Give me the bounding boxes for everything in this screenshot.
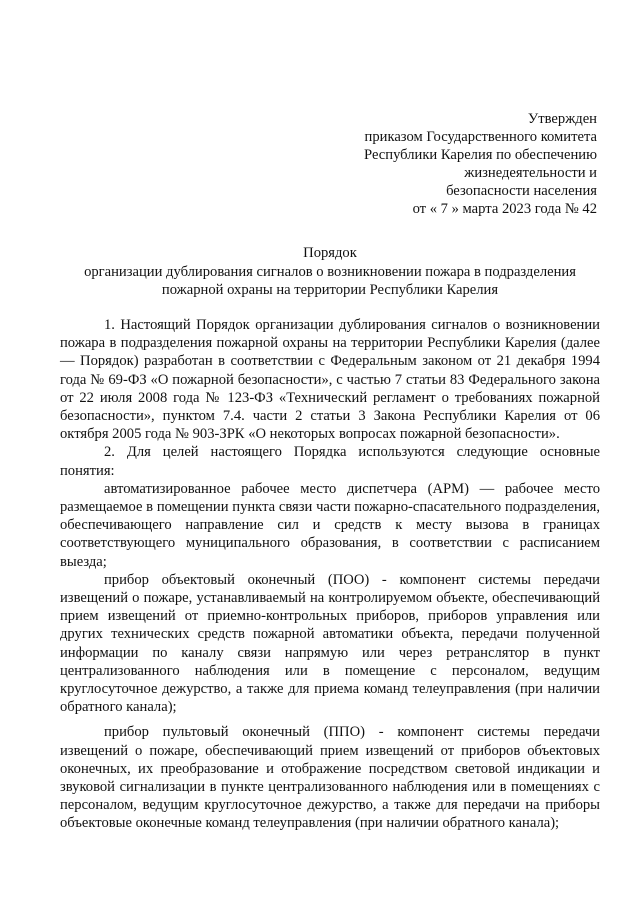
- approval-line: жизнедеятельности и: [464, 165, 597, 181]
- paragraph: 2. Для целей настоящего Порядка используются следующие основные понятия:: [60, 444, 600, 479]
- title-line: пожарной охраны на территории Республики Карелия: [161, 282, 499, 298]
- title-line: Порядок: [303, 245, 357, 261]
- approval-date-line: от « 7 » марта 2023 года № 42: [412, 201, 597, 217]
- approval-line: Республики Карелия по обеспечению: [364, 147, 597, 163]
- paragraph: прибор пультовый оконечный (ППО) - компонент системы передачи извещений о пожаре, обеспечивающий прием извещений от приборов объектовых оконечных, их преобразование и отображение посредством световой индикации и звуковой сигнализации в пункте централизованного наблюдения или в помещениях с персоналом, ведущим круглосуточное дежурство, а также для передачи на приборы объектовые оконечные команд телеуправления (при наличии обратного канала);: [60, 724, 600, 832]
- document-title: [60, 244, 600, 300]
- document-body: [60, 316, 600, 833]
- approval-line: Утвержден: [527, 111, 597, 127]
- approval-stamp: [364, 110, 597, 218]
- approval-line: безопасности населения: [446, 183, 597, 199]
- paragraph: 1. Настоящий Порядок организации дублирования сигналов о возникновении пожара в подразделения пожарной охраны на территории Республики Карелия (далее — Порядок) разработан в соответствии с Федеральным законом от 21 декабря 1994 года № 69-ФЗ «О пожарной безопасности», с частью 7 статьи 83 Федерального закона от 22 июля 2008 года № 123-ФЗ «Технический регламент о требованиях пожарной безопасности», пунктом 7.4. части 2 статьи 3 Закона Республики Карелия от 06 октября 2005 года № 903-ЗРК «О некоторых вопросах пожарной безопасности».: [60, 317, 600, 443]
- approval-line: приказом Государственного комитета: [364, 129, 597, 145]
- paragraph: автоматизированное рабочее место диспетчера (АРМ) — рабочее место размещаемое в помещении пункта связи части пожарно-спасательного подразделения, обеспечивающего направление сил и средств к месту вызова в границах соответствующего муниципального образования, в соответствии с расписанием выезда;: [60, 480, 600, 570]
- title-line: организации дублирования сигналов о возникновении пожара в подразделения: [84, 263, 576, 280]
- paragraph: прибор объектовый оконечный (ПОО) - компонент системы передачи извещений о пожаре, устанавливаемый на контролируемом объекте, обеспечивающий прием извещений от приемно-контрольных приборов, приборов управления или других технических средств пожарной автоматики объекта, передачи полученной информации по каналу связи напрямую или через ретранслятор в пункт централизованного наблюдения или в помещение с персоналом, ведущим круглосуточное дежурство, а также для приема команд телеуправления (при наличии обратного канала);: [60, 571, 600, 716]
